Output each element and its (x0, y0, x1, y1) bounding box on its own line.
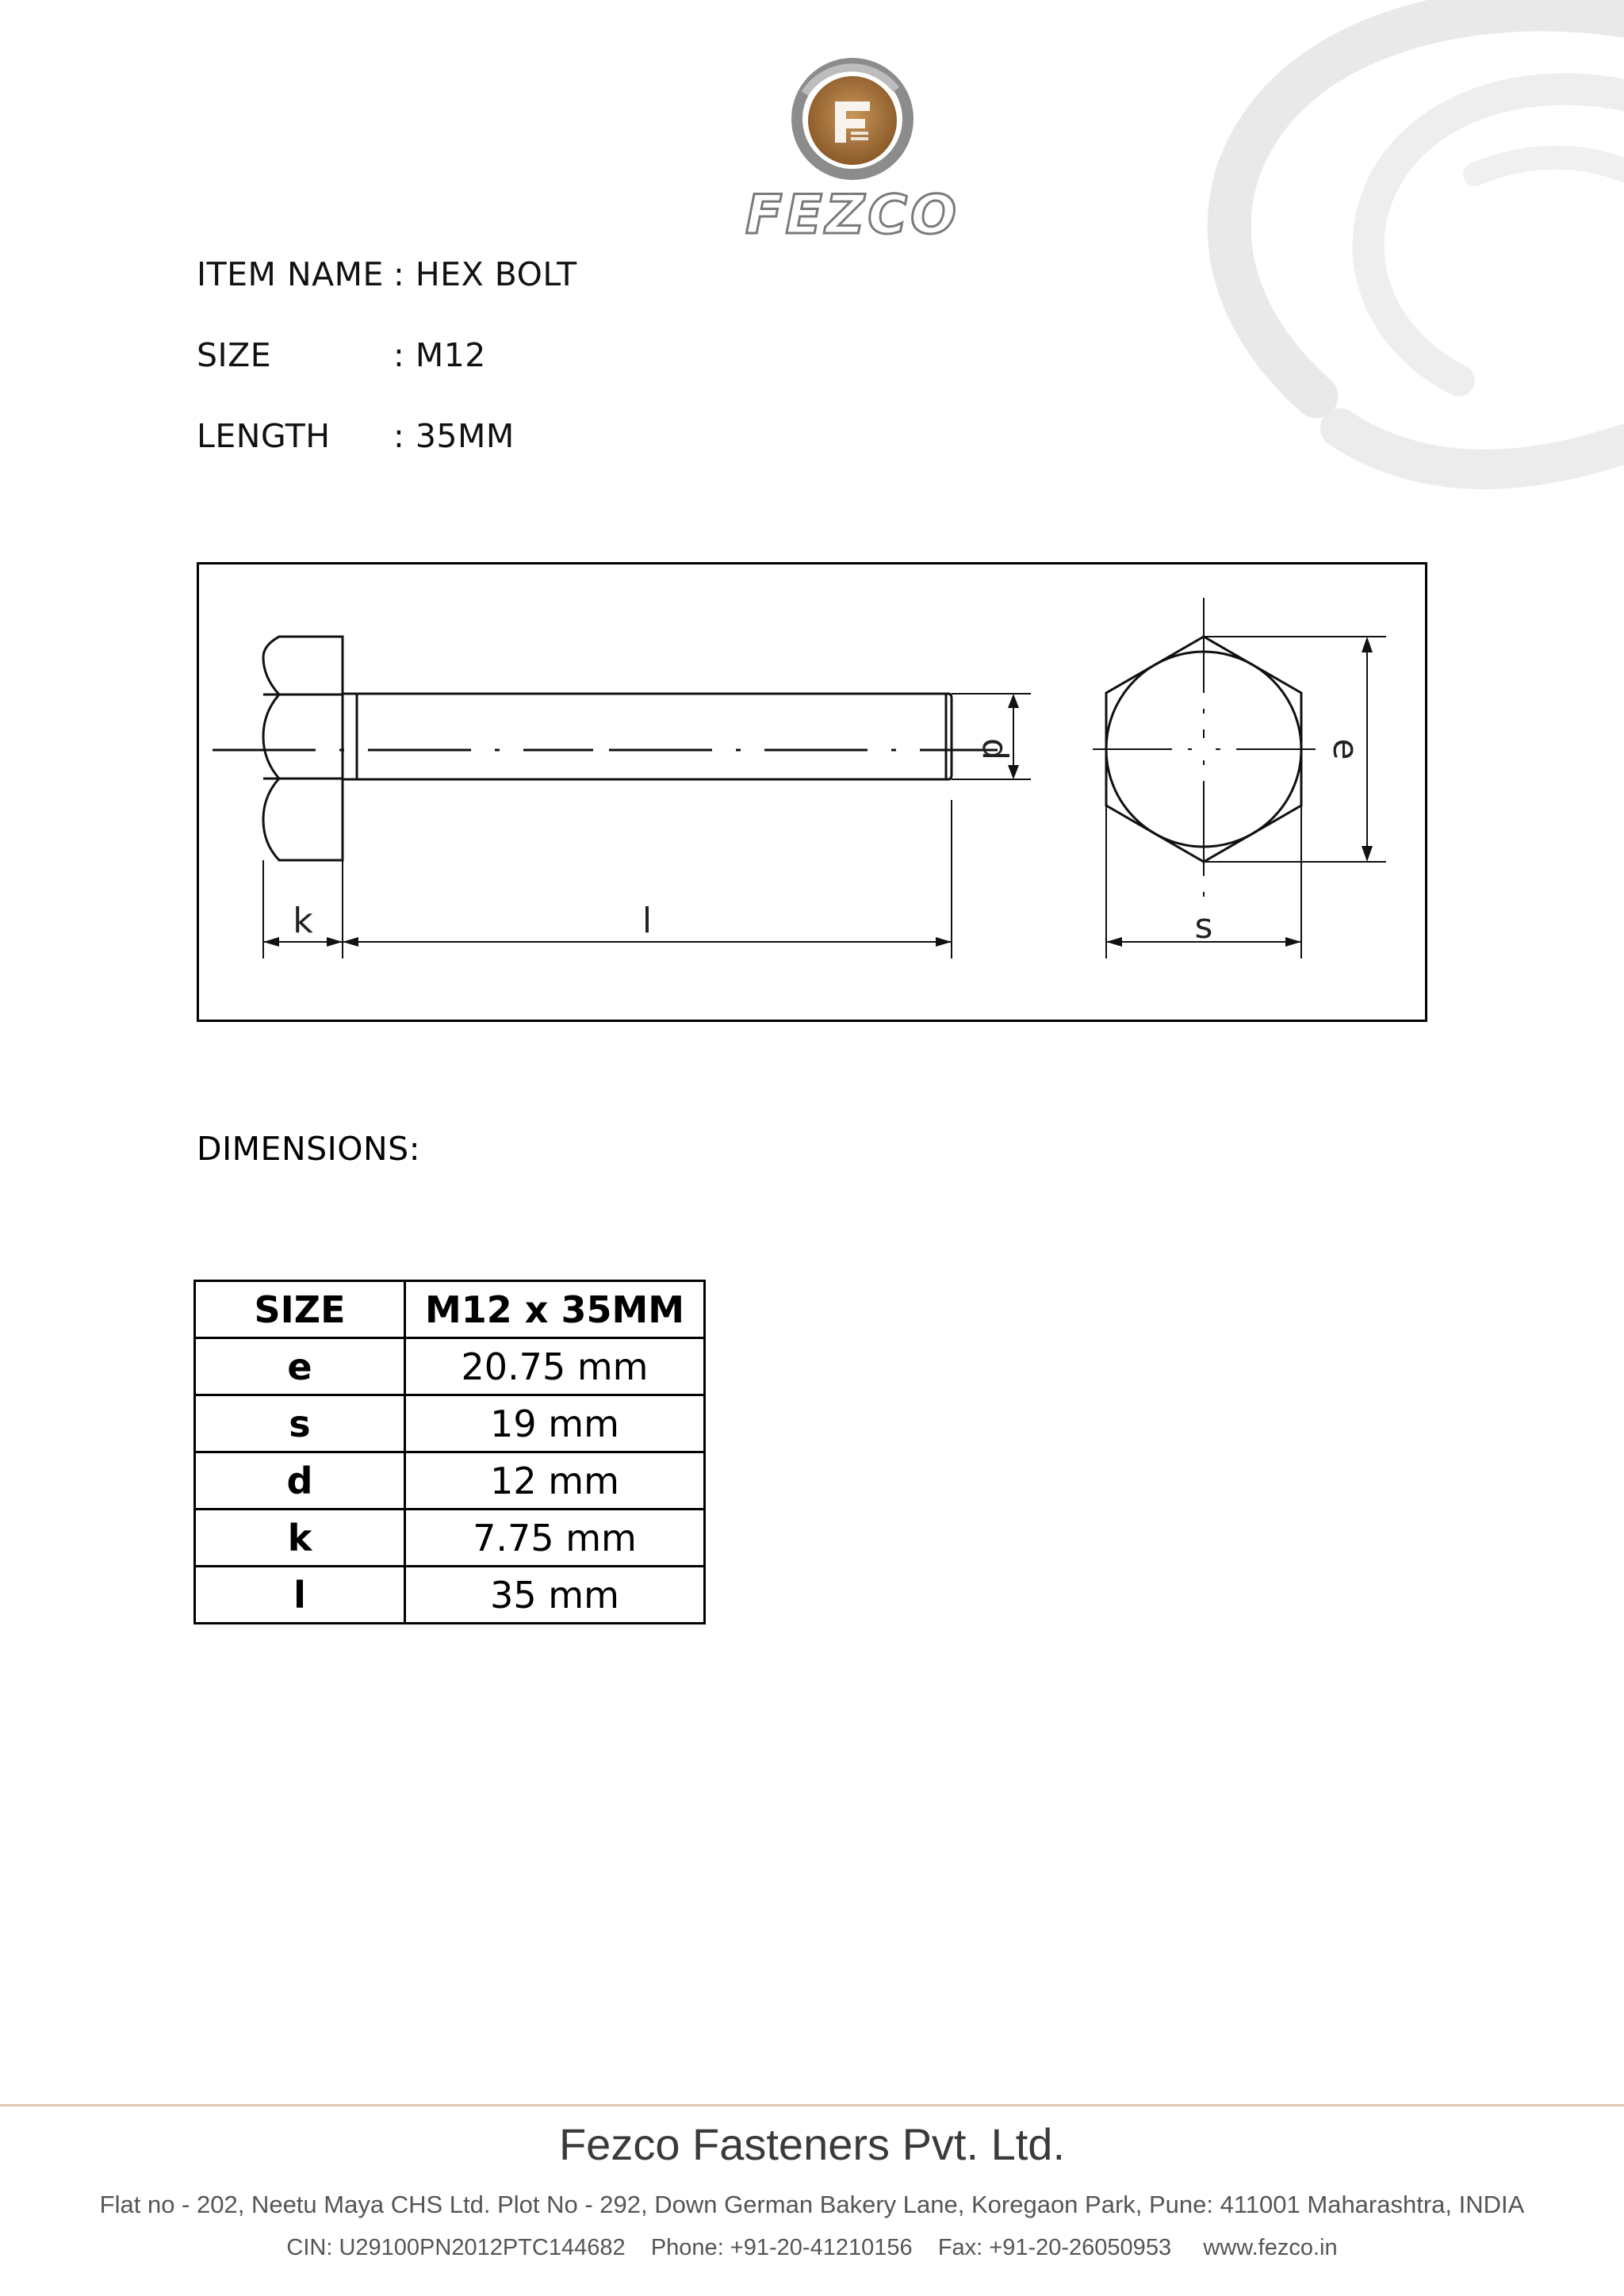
label-k: k (293, 901, 313, 941)
dimension-value: 20.75 mm (405, 1338, 705, 1395)
dimension-symbol: s (195, 1395, 405, 1452)
dimensions-heading: DIMENSIONS: (197, 1130, 421, 1168)
label-s: s (1194, 906, 1213, 947)
dimension-value: 7.75 mm (405, 1510, 705, 1567)
table-header-row (195, 1281, 705, 1338)
table-row (195, 1452, 705, 1510)
size-label: SIZE (197, 336, 272, 374)
item-name-value: : HEX BOLT (393, 255, 577, 293)
table-row (195, 1510, 705, 1567)
table-row (195, 1395, 705, 1452)
footer-contact: CIN: U29100PN2012PTC144682 Phone: +91-20-41210156 Fax: +91-20-26050953 www.fezco.in (286, 2235, 1338, 2260)
item-name-label: ITEM NAME (197, 255, 384, 293)
size-value: : M12 (393, 336, 486, 374)
table-row (195, 1338, 705, 1395)
label-l: l (642, 901, 653, 941)
dimensions-table (193, 1280, 706, 1624)
footer-company-name: Fezco Fasteners Pvt. Ltd. (558, 2119, 1066, 2169)
length-value: : 35MM (393, 417, 515, 455)
dimension-symbol: l (195, 1567, 405, 1624)
dimension-symbol: k (195, 1510, 405, 1567)
dimension-symbol: e (195, 1338, 405, 1395)
header-cell-spec: M12 x 35MM (405, 1281, 705, 1338)
length-label: LENGTH (197, 417, 331, 455)
label-e: e (1325, 738, 1365, 760)
footer-address: Flat no - 202, Neetu Maya CHS Ltd. Plot No - 292, Down German Bakery Lane, Koregaon Park, Pune: 411001 Maharashtra, INDIA (99, 2191, 1525, 2218)
label-d: d (975, 738, 1015, 760)
dimension-value: 35 mm (405, 1567, 705, 1624)
dimension-value: 19 mm (405, 1395, 705, 1452)
table-row (195, 1567, 705, 1624)
footer-divider (0, 2104, 1624, 2107)
header-cell-size: SIZE (195, 1281, 405, 1338)
hex-bolt-drawing (197, 562, 1427, 1022)
dimension-value: 12 mm (405, 1452, 705, 1510)
dimension-symbol: d (195, 1452, 405, 1510)
logo-wordmark: FEZCO (745, 184, 959, 247)
